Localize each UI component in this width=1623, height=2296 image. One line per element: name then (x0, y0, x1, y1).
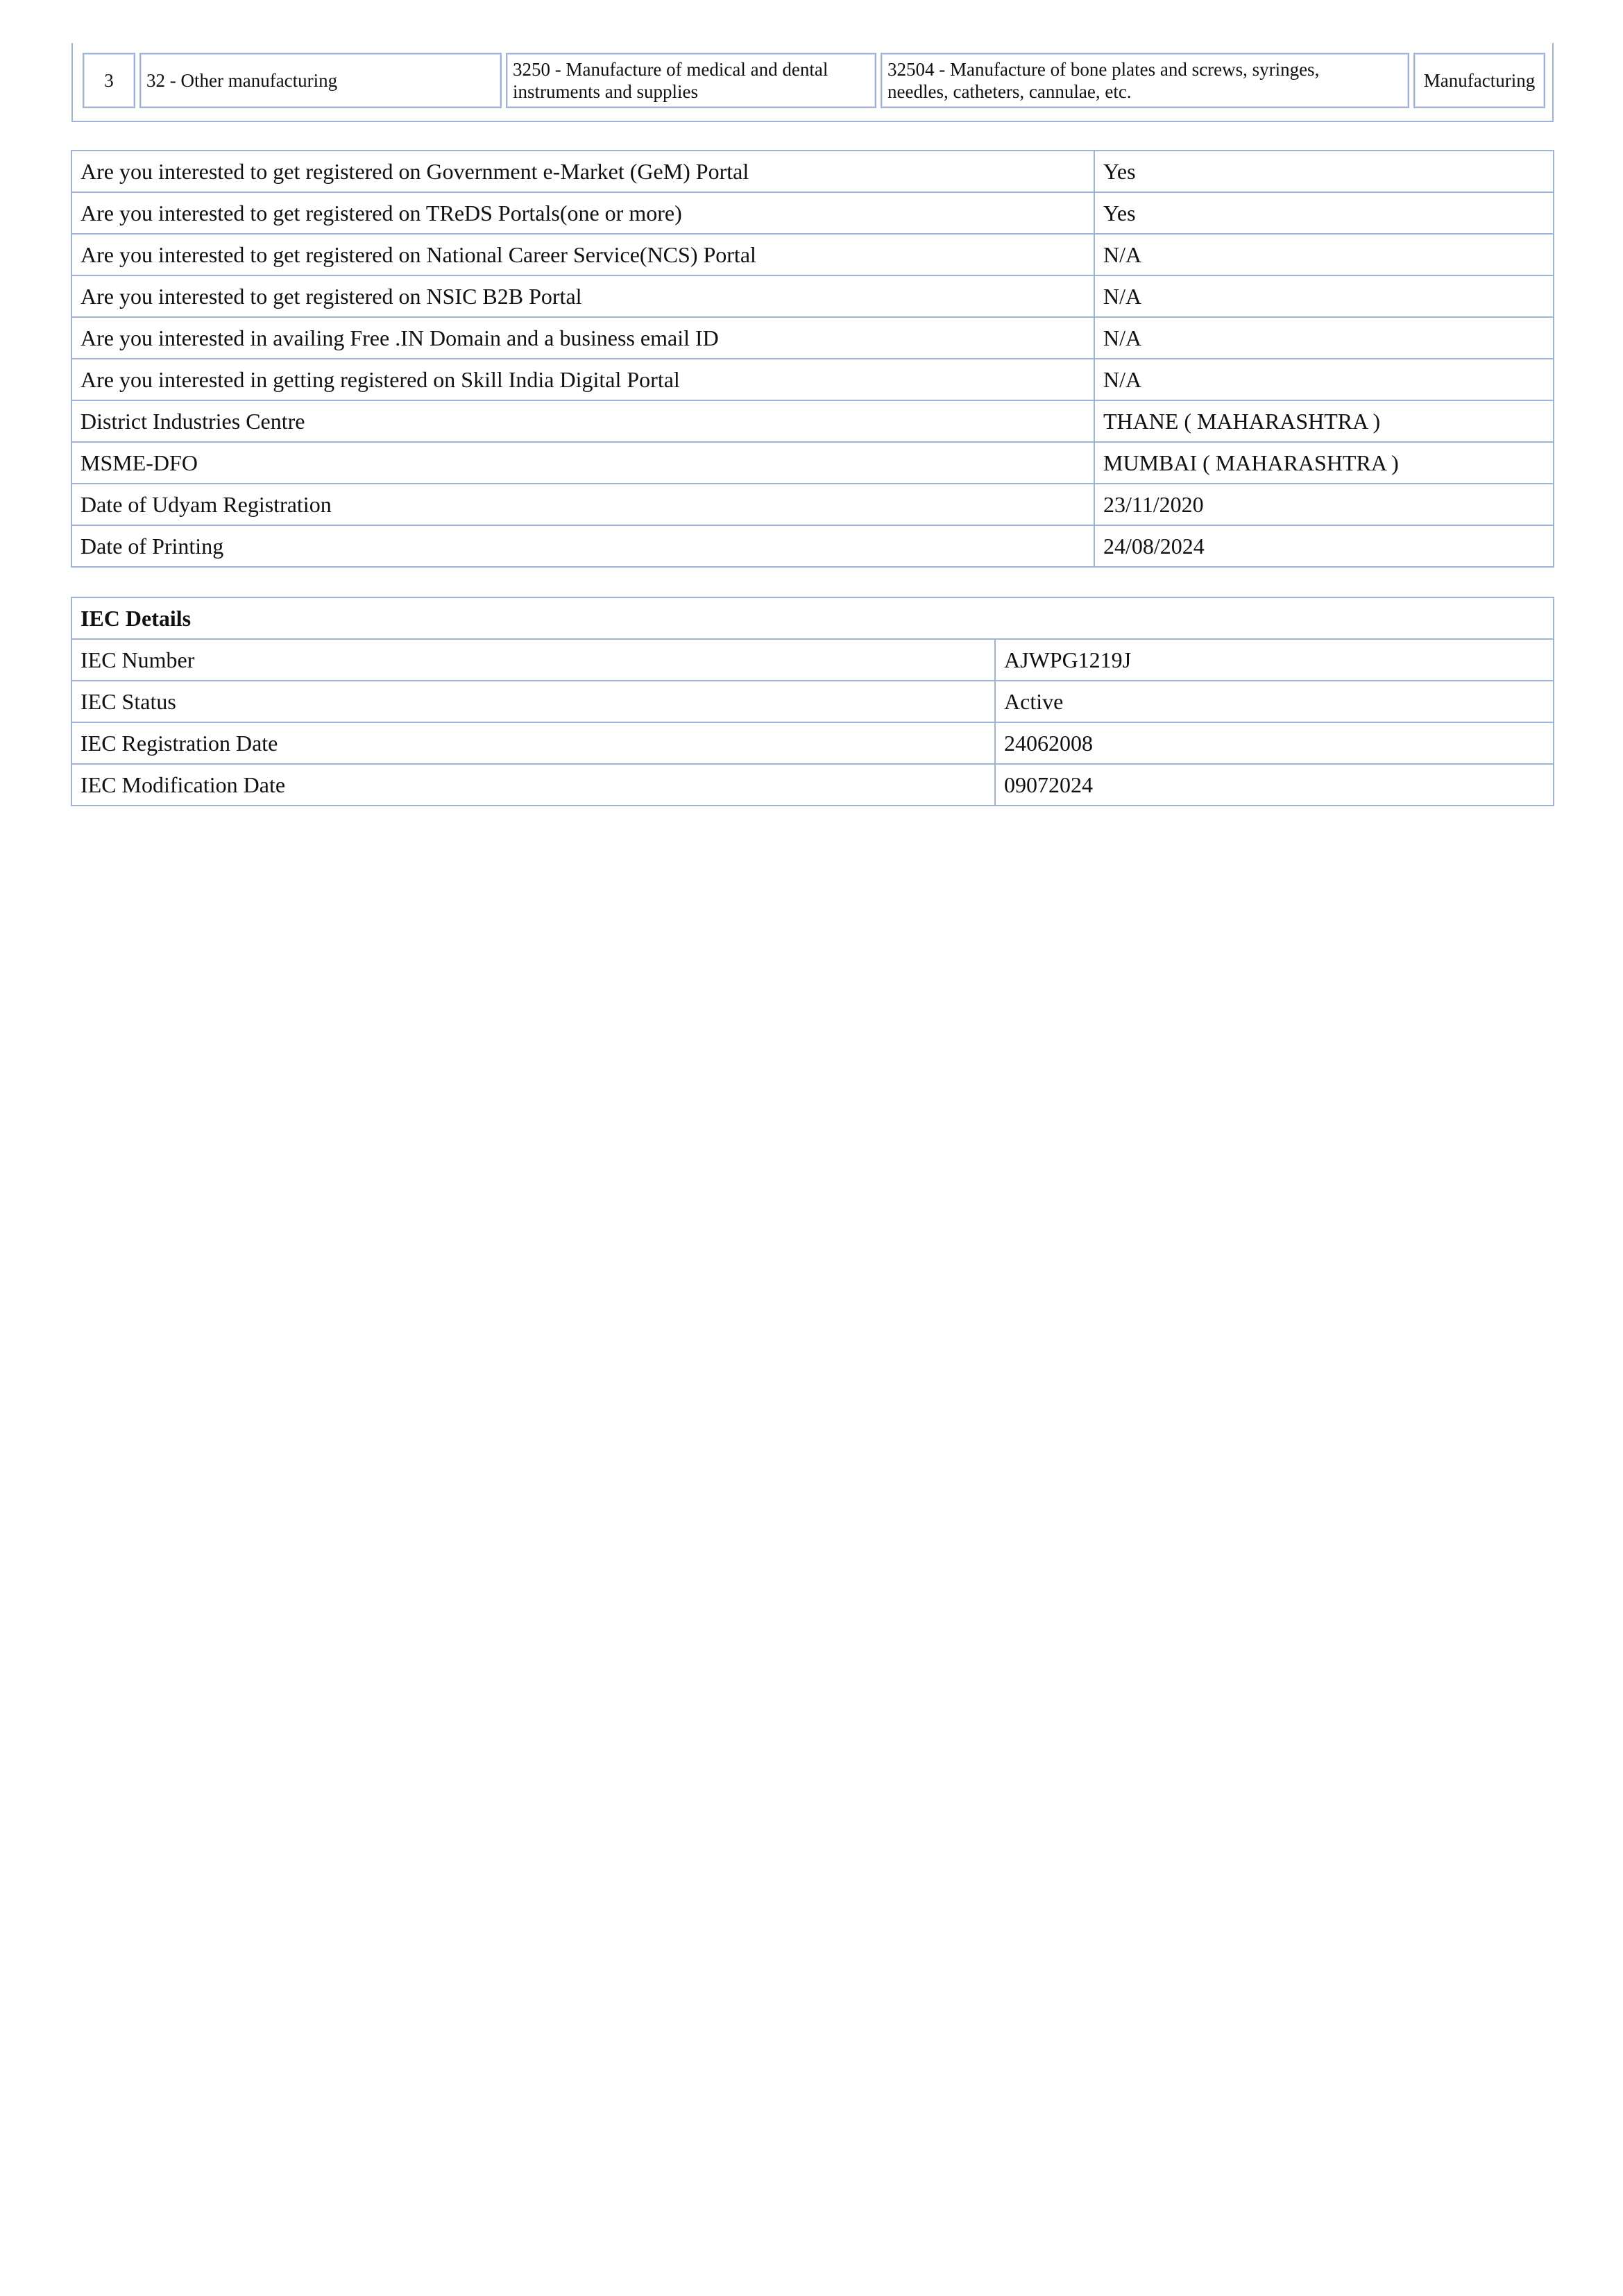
table-row (71, 400, 1554, 442)
portal-registration-table (71, 150, 1554, 568)
nsic-portal-value: N/A (1094, 275, 1554, 317)
iec-registration-date-label: IEC Registration Date (71, 722, 995, 764)
nic-4-digit-line1: 3250 - Manufacture of medical and dental (513, 59, 829, 80)
table-row (71, 525, 1554, 567)
nic-5-digit-cell (881, 53, 1409, 108)
nsic-portal-label: Are you interested to get registered on NSIC B2B Portal (71, 275, 1094, 317)
table-row (71, 317, 1554, 359)
iec-status-label: IEC Status (71, 681, 995, 722)
skill-india-label: Are you interested in getting registered on Skill India Digital Portal (71, 359, 1094, 400)
table-row (71, 192, 1554, 234)
table-row (71, 681, 1554, 722)
table-row (71, 234, 1554, 275)
ncs-portal-value: N/A (1094, 234, 1554, 275)
printing-date-label: Date of Printing (71, 525, 1094, 567)
nic-2-digit-cell: 32 - Other manufacturing (139, 53, 502, 108)
dic-value: THANE ( MAHARASHTRA ) (1094, 400, 1554, 442)
iec-number-label: IEC Number (71, 639, 995, 681)
table-row (71, 639, 1554, 681)
iec-registration-date-value: 24062008 (995, 722, 1554, 764)
iec-modification-date-label: IEC Modification Date (71, 764, 995, 806)
gem-portal-value: Yes (1094, 151, 1554, 192)
iec-number-value: AJWPG1219J (995, 639, 1554, 681)
iec-modification-date-value: 09072024 (995, 764, 1554, 806)
nic-activity-table (78, 53, 1549, 108)
treds-portal-value: Yes (1094, 192, 1554, 234)
nic-5-digit-line1: 32504 - Manufacture of bone plates and screws, syringes, (887, 59, 1320, 80)
iec-status-value: Active (995, 681, 1554, 722)
iec-details-heading: IEC Details (71, 597, 1554, 639)
treds-portal-label: Are you interested to get registered on TReDS Portals(one or more) (71, 192, 1094, 234)
udyam-date-value: 23/11/2020 (1094, 484, 1554, 525)
table-row (71, 722, 1554, 764)
in-domain-value: N/A (1094, 317, 1554, 359)
nic-sno-cell: 3 (83, 53, 135, 108)
nic-4-digit-line2: instruments and supplies (513, 81, 698, 102)
table-row (71, 151, 1554, 192)
printing-date-value: 24/08/2024 (1094, 525, 1554, 567)
nic-4-digit-cell (506, 53, 876, 108)
table-row (71, 484, 1554, 525)
table-row (83, 53, 1545, 108)
msme-dfo-value: MUMBAI ( MAHARASHTRA ) (1094, 442, 1554, 484)
table-row (71, 359, 1554, 400)
table-row (71, 442, 1554, 484)
udyam-date-label: Date of Udyam Registration (71, 484, 1094, 525)
ncs-portal-label: Are you interested to get registered on National Career Service(NCS) Portal (71, 234, 1094, 275)
skill-india-value: N/A (1094, 359, 1554, 400)
gem-portal-label: Are you interested to get registered on Government e-Market (GeM) Portal (71, 151, 1094, 192)
activity-cell: Manufacturing (1413, 53, 1545, 108)
iec-details-table (71, 597, 1554, 806)
dic-label: District Industries Centre (71, 400, 1094, 442)
nic-activity-section (71, 43, 1554, 122)
msme-dfo-label: MSME-DFO (71, 442, 1094, 484)
table-row (71, 764, 1554, 806)
nic-5-digit-line2: needles, catheters, cannulae, etc. (887, 81, 1132, 102)
table-header-row (71, 597, 1554, 639)
in-domain-label: Are you interested in availing Free .IN Domain and a business email ID (71, 317, 1094, 359)
table-row (71, 275, 1554, 317)
